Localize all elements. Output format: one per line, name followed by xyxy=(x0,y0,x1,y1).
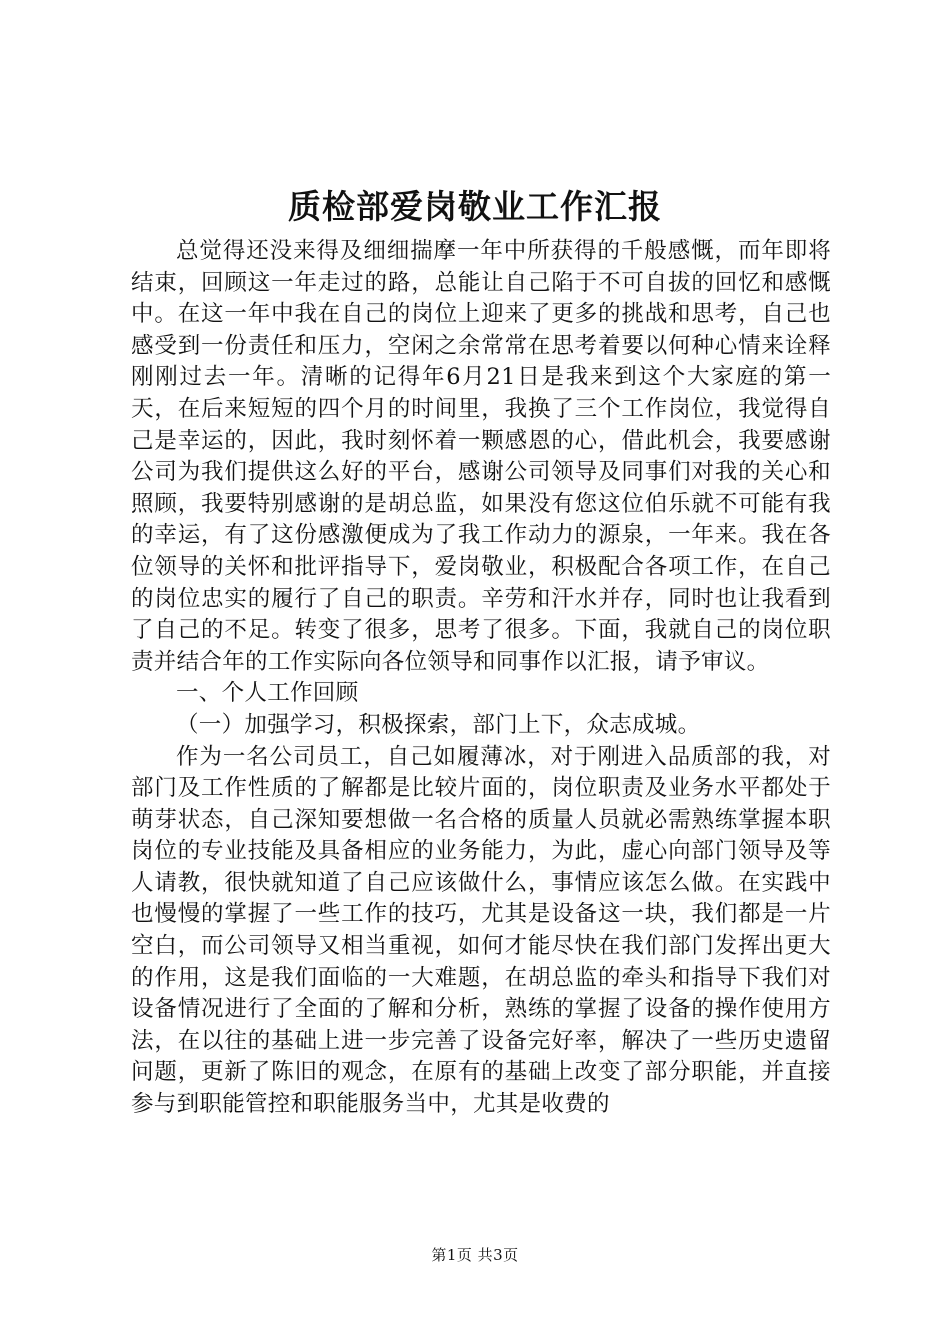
body-paragraph-intro: 总觉得还没来得及细细揣摩一年中所获得的千般感慨，而年即将结束，回顾这一年走过的路，总能让自己陷于不可自拔的回忆和感慨中。在这一年中我在自己的岗位上迎来了更多的挑战和思考，自己也感受到一份责任和压力，空闲之余常常在思考着要以何种心情来诠释刚刚过去一年。清晰的记得年6月21日是我来到这个大家庭的第一天，在后来短短的四个月的时间里，我换了三个工作岗位，我觉得自己是幸运的，因此，我时刻怀着一颗感恩的心，借此机会，我要感谢公司为我们提供这么好的平台，感谢公司领导及同事们对我的关心和照顾，我要特别感谢的是胡总监，如果没有您这位伯乐就不可能有我的幸运，有了这份感激便成为了我工作动力的源泉，一年来。我在各位领导的关怀和批评指导下，爱岗敬业，积极配合各项工作，在自己的岗位忠实的履行了自己的职责。辛劳和汗水并存，同时也让我看到了自己的不足。转变了很多，思考了很多。下面，我就自己的岗位职责并结合年的工作实际向各位领导和同事作以汇报，请予审议。 xyxy=(131,238,831,675)
section-heading: 一、个人工作回顾 xyxy=(176,680,359,707)
page-number-footer: 第1页 共3页 xyxy=(431,1246,519,1264)
document-body xyxy=(131,236,831,1121)
body-paragraph-work: 作为一名公司员工，自己如履薄冰，对于刚进入品质部的我，对部门及工作性质的了解都是比较片面的，岗位职责及业务水平都处于萌芽状态，自己深知要想做一名合格的质量人员就必需熟练掌握本职岗位的专业技能及具备相应的业务能力，为此，虚心向部门领导及等人请教，很快就知道了自己应该做什么，事情应该怎么做。在实践中也慢慢的掌握了一些工作的技巧，尤其是设备这一块，我们都是一片空白，而公司领导又相当重视，如何才能尽快在我们部门发挥出更大的作用，这是我们面临的一大难题，在胡总监的牵头和指导下我们对设备情况进行了全面的了解和分析，熟练的掌握了设备的操作使用方法，在以往的基础上进一步完善了设备完好率，解决了一些历史遗留问题，更新了陈旧的观念，在原有的基础上改变了部分职能，并直接参与到职能管控和职能服务当中，尤其是收费的 xyxy=(131,743,831,1118)
subsection-heading: （一）加强学习，积极探索，部门上下，众志成城。 xyxy=(176,711,701,738)
document-title: 质检部爱岗敬业工作汇报 xyxy=(288,187,662,226)
